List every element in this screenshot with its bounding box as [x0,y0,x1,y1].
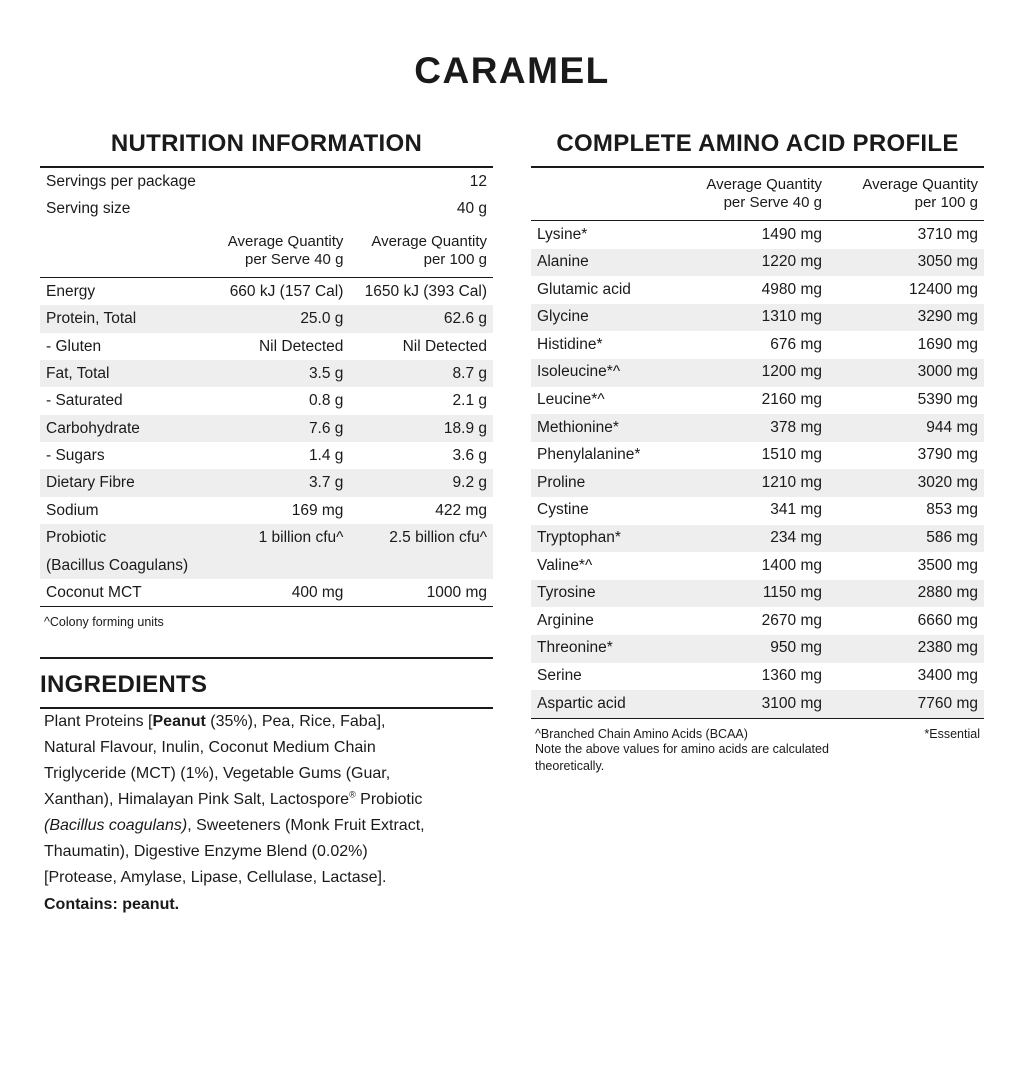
table-row: Methionine* 378 mg 944 mg [531,414,984,442]
amino-column [531,130,984,918]
amino-footnotes [531,727,984,741]
table-row: Phenylalanine* 1510 mg 3790 mg [537,446,978,464]
table-row: Tryptophan* 234 mg 586 mg [531,525,984,553]
table-row: Glutamic acid 4980 mg 12400 mg [537,280,978,298]
table-row: Aspartic acid 3100 mg 7760 mg [531,690,984,718]
amino-heading: COMPLETE AMINO ACID PROFILE [556,130,959,157]
table-row: Isoleucine*^ 1200 mg 3000 mg [531,359,984,387]
page-title: CARAMEL [414,50,610,91]
table-row: Energy 660 kJ (157 Cal) 1650 kJ (393 Cal) [46,282,487,300]
amino-table [531,168,984,719]
table-row: Sodium 169 mg 422 mg [46,501,487,519]
table-row: Cystine 341 mg 853 mg [537,501,978,519]
nutrition-table [40,168,493,607]
table-row: Proline 1210 mg 3020 mg [531,469,984,497]
servings-value: 12 [469,173,487,190]
serving-size-label: Serving size [46,200,131,218]
table-row: Dietary Fibre 3.7 g 9.2 g [40,469,493,496]
table-row: - Gluten Nil Detected Nil Detected [46,337,487,355]
ingredients-top-divider [40,657,493,659]
table-row: Carbohydrate 7.6 g 18.9 g [40,415,493,442]
table-row [40,168,493,195]
table-row: Tyrosine 1150 mg 2880 mg [531,580,984,608]
amino-footnote-essential: *Essential [924,726,980,741]
table-row: Glycine 1310 mg 3290 mg [531,304,984,332]
allergen-statement: Contains: peanut. [44,896,180,914]
amino-column-headers [531,168,984,221]
nutrition-heading: NUTRITION INFORMATION [110,130,423,157]
nutrition-col2-header: Average Quantity per 100 g [349,223,493,278]
table-row: Probiotic 1 billion cfu^ 2.5 billion cfu^ [40,524,493,551]
amino-footnote-bcaa: ^Branched Chain Amino Acids (BCAA) [535,726,748,741]
table-row: Leucine*^ 2160 mg 5390 mg [537,391,978,409]
table-row: Alanine 1220 mg 3050 mg [531,249,984,277]
ingredients-text: Plant Proteins [Peanut (35%), Pea, Rice, Faba], Natural Flavour, Inulin, Coconut Medium Chain Triglyceride (MCT) (1%), Vegetable Gums (Guar, Xanthan), Himalayan Pink Salt, Lactospore® Probiotic (Bacillus coagulans), Sweeteners (Monk Fruit Extract, Thaumatin), Digestive Enzyme Blend (0.02%) [Protease, Amylase, Lipase, Cellulase, Lactase]. Contains: peanut. [44,709,489,918]
servings-label: Servings per package [46,173,196,190]
nutrition-column-headers [40,223,493,278]
table-row: Coconut MCT 400 mg 1000 mg [40,579,493,607]
table-row: Protein, Total 25.0 g 62.6 g [40,305,493,332]
amino-col2-header: Average Quantity per 100 g [828,168,984,221]
amino-note: Note the above values for amino acids are calculated theoretically. [535,741,829,773]
amino-col1-header: Average Quantity per Serve 40 g [672,168,828,221]
table-row: Fat, Total 3.5 g 8.7 g [40,360,493,387]
table-row: (Bacillus Coagulans) [40,552,493,579]
table-row [40,195,493,222]
table-row: Histidine* 676 mg 1690 mg [537,335,978,353]
nutrition-panel [0,50,1024,1074]
registered-mark: ® [349,789,356,800]
table-row: - Saturated 0.8 g 2.1 g [46,392,487,410]
table-row: Serine 1360 mg 3400 mg [537,667,978,684]
table-row: - Sugars 1.4 g 3.6 g [46,447,487,464]
table-row: Lysine* 1490 mg 3710 mg [537,225,978,243]
nutrition-column [40,130,493,918]
table-row: Arginine 2670 mg 6660 mg [537,611,978,629]
nutrition-col1-header: Average Quantity per Serve 40 g [213,223,349,278]
table-row: Threonine* 950 mg 2380 mg [531,635,984,663]
table-row: Valine*^ 1400 mg 3500 mg [537,556,978,574]
nutrition-footnote: ^Colony forming units [44,615,164,630]
ingredients-heading: INGREDIENTS [40,671,208,699]
ingredients-section [40,657,493,918]
content-columns [0,130,1024,918]
serving-size-value: 40 g [456,200,487,218]
